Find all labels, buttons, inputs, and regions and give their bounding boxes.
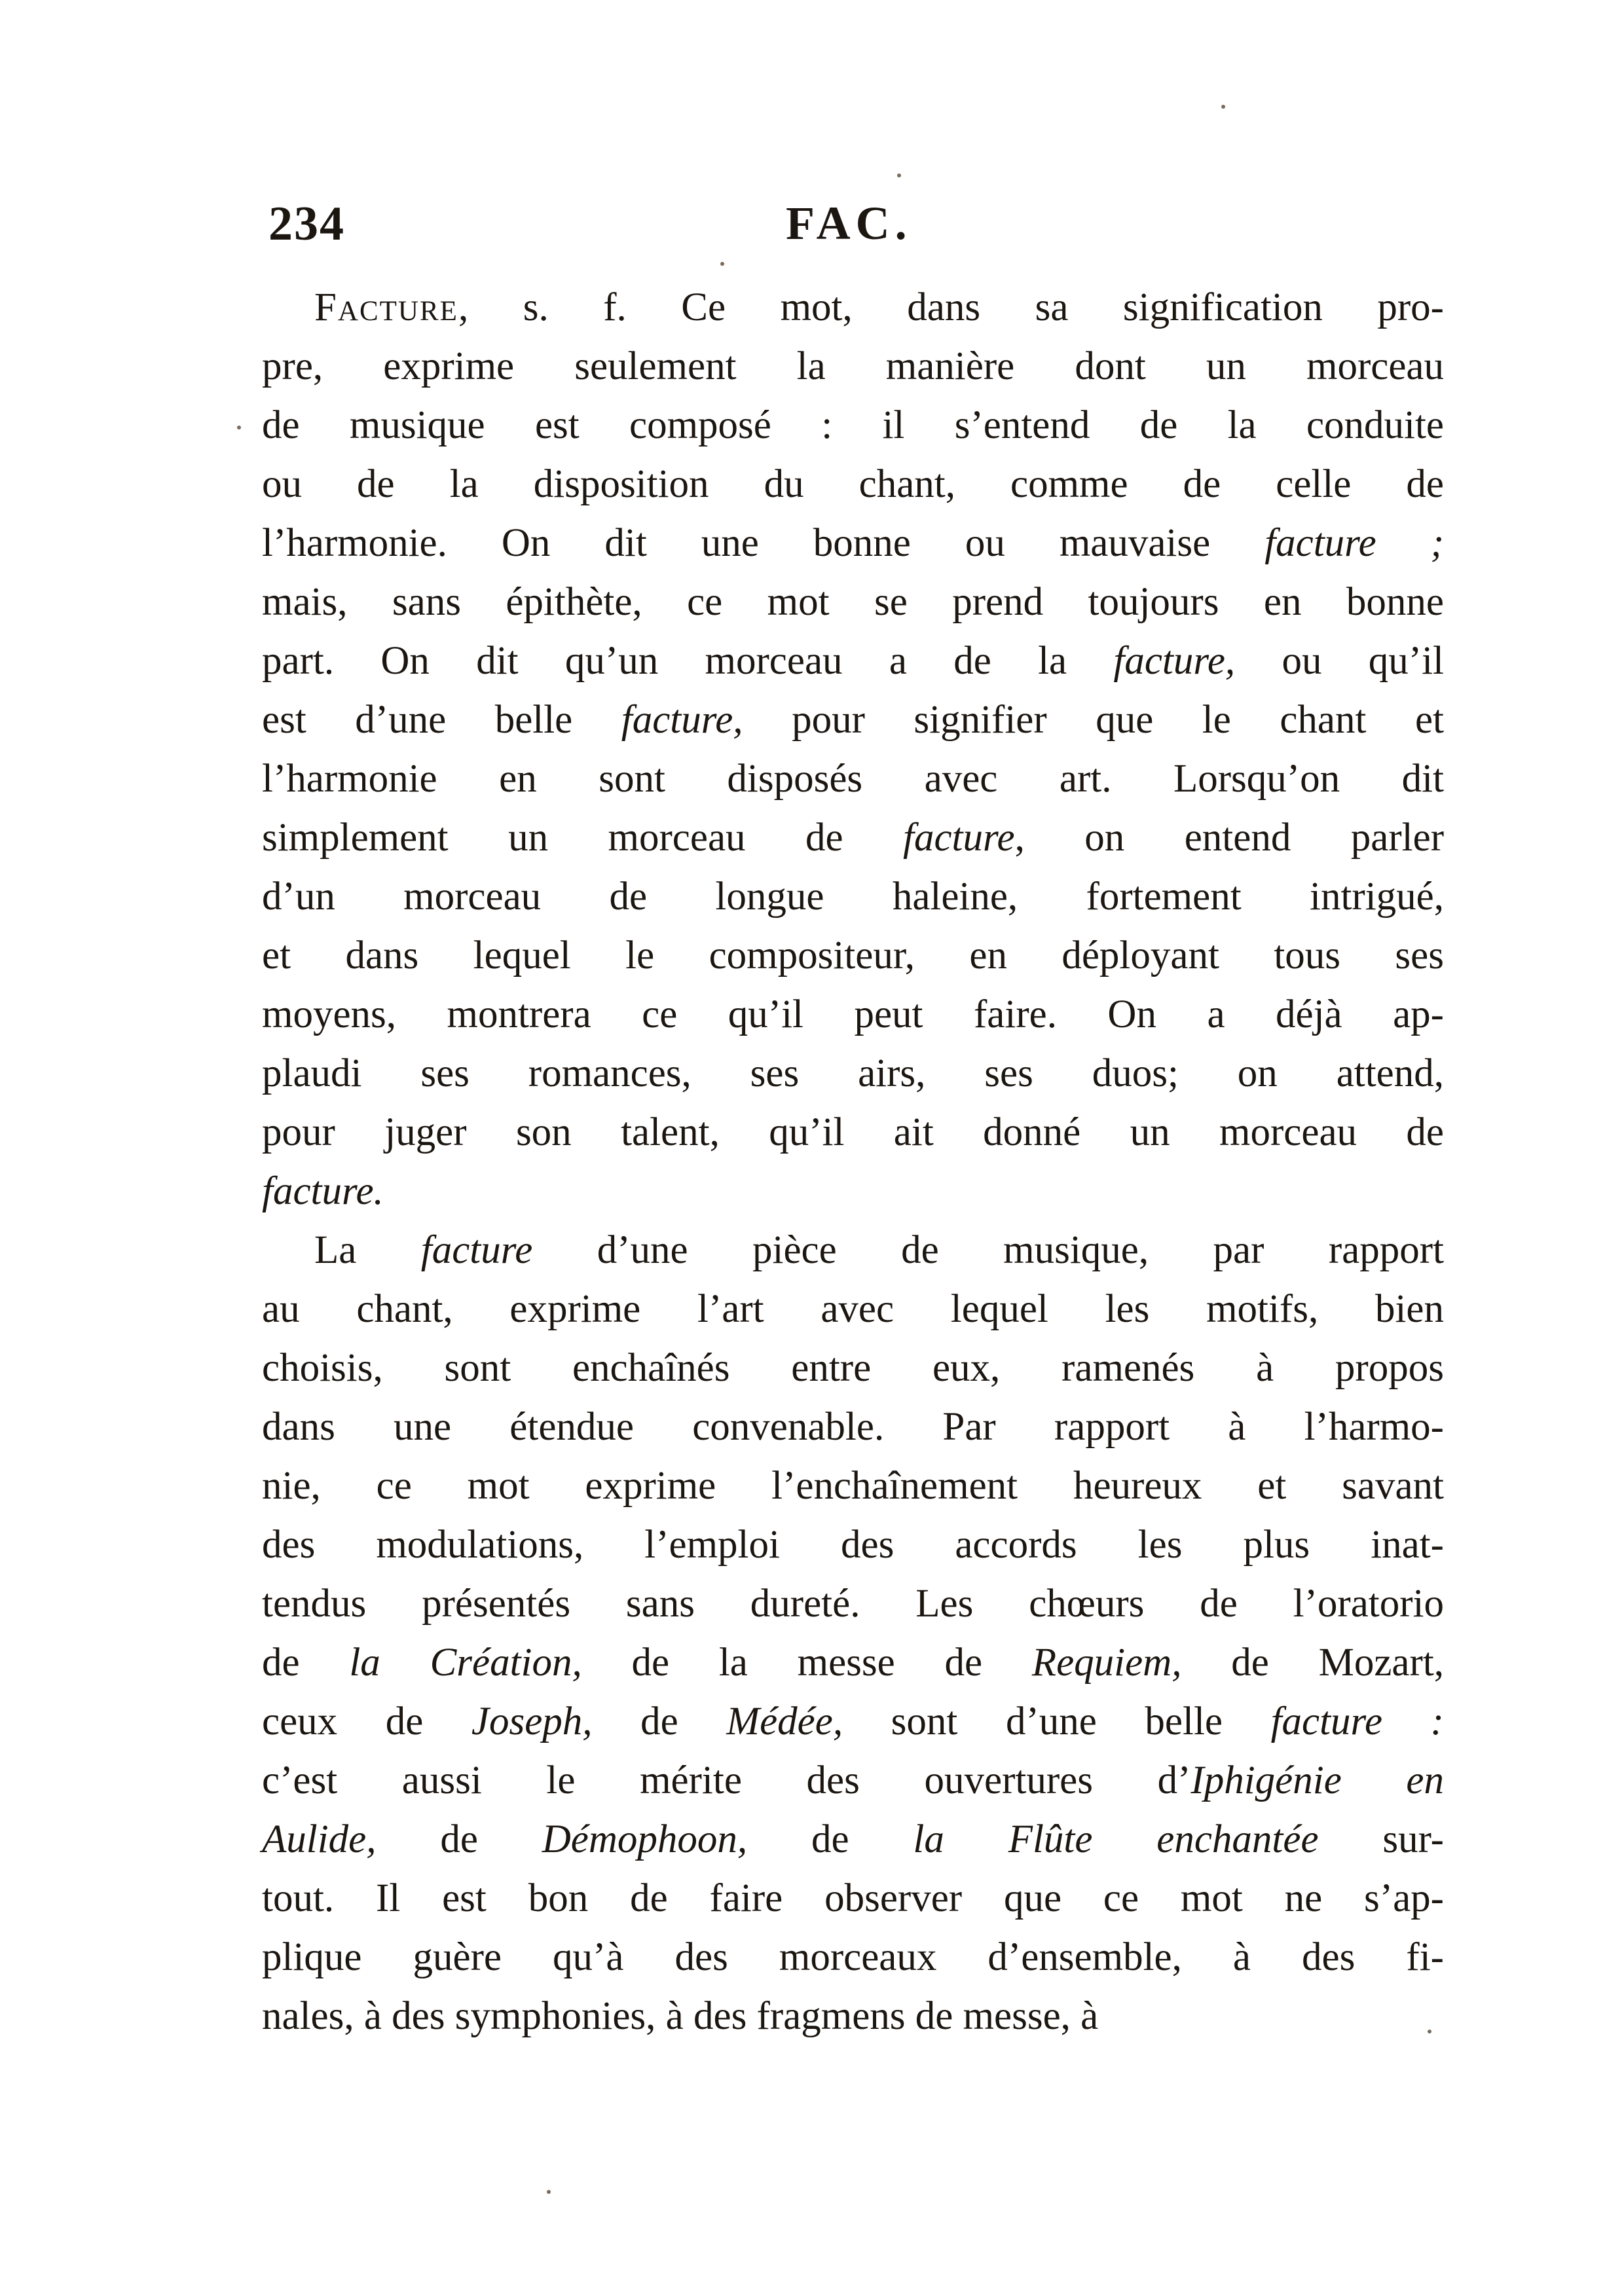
text-line bbox=[262, 1633, 1444, 1692]
text-run: tout. Il est bon de faire observer que ce mot ne s’ap- bbox=[262, 1876, 1444, 1920]
text-line bbox=[262, 514, 1444, 573]
text-run: est d’une belle bbox=[262, 698, 621, 742]
text-run: choisis, sont enchaînés entre eux, ramenés à propos bbox=[262, 1346, 1444, 1390]
print-speck bbox=[720, 262, 724, 266]
text-line bbox=[262, 1751, 1444, 1810]
text-run: sont d’une belle bbox=[843, 1700, 1271, 1743]
text-run: d’une pièce de musique, par rapport bbox=[532, 1228, 1444, 1272]
text-run: de bbox=[376, 1817, 542, 1861]
text-run: d’un morceau de longue haleine, fortement intrigué, bbox=[262, 875, 1444, 919]
print-speck bbox=[897, 173, 901, 177]
print-speck bbox=[1428, 2030, 1431, 2033]
italic-text: facture bbox=[420, 1228, 533, 1272]
text-run: plique guère qu’à des morceaux d’ensemble, à des fi- bbox=[262, 1935, 1444, 1979]
text-line bbox=[262, 1457, 1444, 1516]
text-line bbox=[262, 455, 1444, 514]
italic-text: la Flûte enchantée bbox=[913, 1817, 1319, 1861]
text-line bbox=[262, 1103, 1444, 1162]
italic-text: la Création, bbox=[349, 1641, 582, 1685]
text-run: et dans lequel le compositeur, en déployant tous ses bbox=[262, 934, 1444, 977]
text-run: , on entend parler bbox=[1014, 816, 1445, 860]
text-run: des modulations, l’emploi des accords les plus inat- bbox=[262, 1523, 1444, 1567]
italic-text: facture, bbox=[621, 698, 743, 742]
italic-text: facture : bbox=[1270, 1700, 1444, 1743]
text-line bbox=[262, 1575, 1444, 1633]
text-line bbox=[262, 1280, 1444, 1339]
italic-text: Médée, bbox=[726, 1700, 843, 1743]
text-line bbox=[262, 1987, 1444, 2046]
text-line bbox=[262, 1339, 1444, 1398]
running-head bbox=[268, 196, 1441, 268]
italic-text: Joseph, bbox=[471, 1700, 593, 1743]
text-line bbox=[262, 632, 1444, 691]
text-line bbox=[262, 337, 1444, 396]
page-number: 234 bbox=[268, 197, 345, 251]
text-run: c’est aussi le mérite des ouvertures d’ bbox=[262, 1758, 1191, 1802]
text-run: pour signifier que le chant et bbox=[743, 698, 1444, 742]
text-run: l’harmonie en sont disposés avec art. Lorsqu’on dit bbox=[262, 757, 1444, 801]
text-run: ou qu’il bbox=[1235, 639, 1444, 683]
text-run: pre, exprime seulement la manière dont un morceau bbox=[262, 344, 1444, 388]
text-run: part. On dit qu’un morceau a de la bbox=[262, 639, 1114, 683]
text-line bbox=[262, 1044, 1444, 1103]
text-run: La bbox=[314, 1228, 421, 1272]
italic-text: facture, bbox=[1113, 639, 1236, 683]
italic-text: Requiem, bbox=[1031, 1641, 1182, 1685]
paragraph bbox=[262, 278, 1444, 1221]
text-line bbox=[262, 1162, 1444, 1221]
text-line bbox=[262, 396, 1444, 455]
text-run: , s. f. Ce mot, dans sa signification pro- bbox=[458, 285, 1444, 329]
text-run: nie, ce mot exprime l’enchaînement heureux et savant bbox=[262, 1464, 1444, 1508]
text-run: ou de la disposition du chant, comme de celle de bbox=[262, 462, 1444, 506]
italic-text: facture bbox=[903, 816, 1015, 860]
text-line bbox=[262, 985, 1444, 1044]
text-line bbox=[262, 1398, 1444, 1457]
text-run: l’harmonie. On dit une bonne ou mauvaise bbox=[262, 521, 1265, 565]
italic-text: Iphigénie en bbox=[1190, 1758, 1444, 1802]
text-run: dans une étendue convenable. Par rapport à l’harmo- bbox=[262, 1405, 1444, 1449]
text-run: de bbox=[747, 1817, 913, 1861]
text-line bbox=[262, 809, 1444, 867]
text-run: sur- bbox=[1318, 1817, 1444, 1861]
text-line bbox=[262, 750, 1444, 809]
text-line bbox=[262, 1869, 1444, 1928]
text-run: mais, sans épithète, ce mot se prend toujours en bonne bbox=[262, 580, 1444, 624]
italic-text: Démophoon, bbox=[542, 1817, 748, 1861]
text-run: simplement un morceau de bbox=[262, 816, 904, 860]
text-run: ceux de bbox=[262, 1700, 471, 1743]
text-line bbox=[262, 691, 1444, 750]
print-speck bbox=[1221, 105, 1225, 109]
italic-text: facture. bbox=[262, 1169, 384, 1213]
italic-text: Aulide, bbox=[262, 1817, 377, 1861]
text-line bbox=[262, 1928, 1444, 1987]
text-run: tendus présentés sans dureté. Les chœurs de l’oratorio bbox=[262, 1582, 1444, 1626]
text-run: au chant, exprime l’art avec lequel les motifs, bien bbox=[262, 1287, 1444, 1331]
text-line bbox=[262, 1221, 1444, 1280]
text-line bbox=[262, 1692, 1444, 1751]
text-line bbox=[262, 1810, 1444, 1869]
text-run: de la messe de bbox=[581, 1641, 1032, 1685]
headword: Facture bbox=[314, 285, 458, 329]
text-line bbox=[262, 926, 1444, 985]
text-line bbox=[262, 573, 1444, 632]
text-run: de bbox=[262, 1641, 350, 1685]
running-title: FAC. bbox=[786, 197, 912, 249]
text-line bbox=[262, 867, 1444, 926]
text-run: pour juger son talent, qu’il ait donné un morceau de bbox=[262, 1110, 1444, 1154]
text-run: nales, à des symphonies, à des fragmens de messe, à bbox=[262, 1994, 1099, 2038]
paragraph bbox=[262, 1221, 1444, 2046]
text-run: de bbox=[592, 1700, 727, 1743]
text-run: moyens, montrera ce qu’il peut faire. On a déjà ap- bbox=[262, 993, 1444, 1036]
print-speck bbox=[237, 426, 241, 429]
print-speck bbox=[547, 2190, 551, 2194]
text-run: de musique est composé : il s’entend de la conduite bbox=[262, 403, 1444, 447]
text-line bbox=[262, 278, 1444, 337]
italic-text: facture ; bbox=[1264, 521, 1444, 565]
text-run: de Mozart, bbox=[1181, 1641, 1445, 1685]
text-run: plaudi ses romances, ses airs, ses duos; on attend, bbox=[262, 1051, 1444, 1095]
text-line bbox=[262, 1516, 1444, 1575]
body-text bbox=[262, 278, 1444, 2046]
